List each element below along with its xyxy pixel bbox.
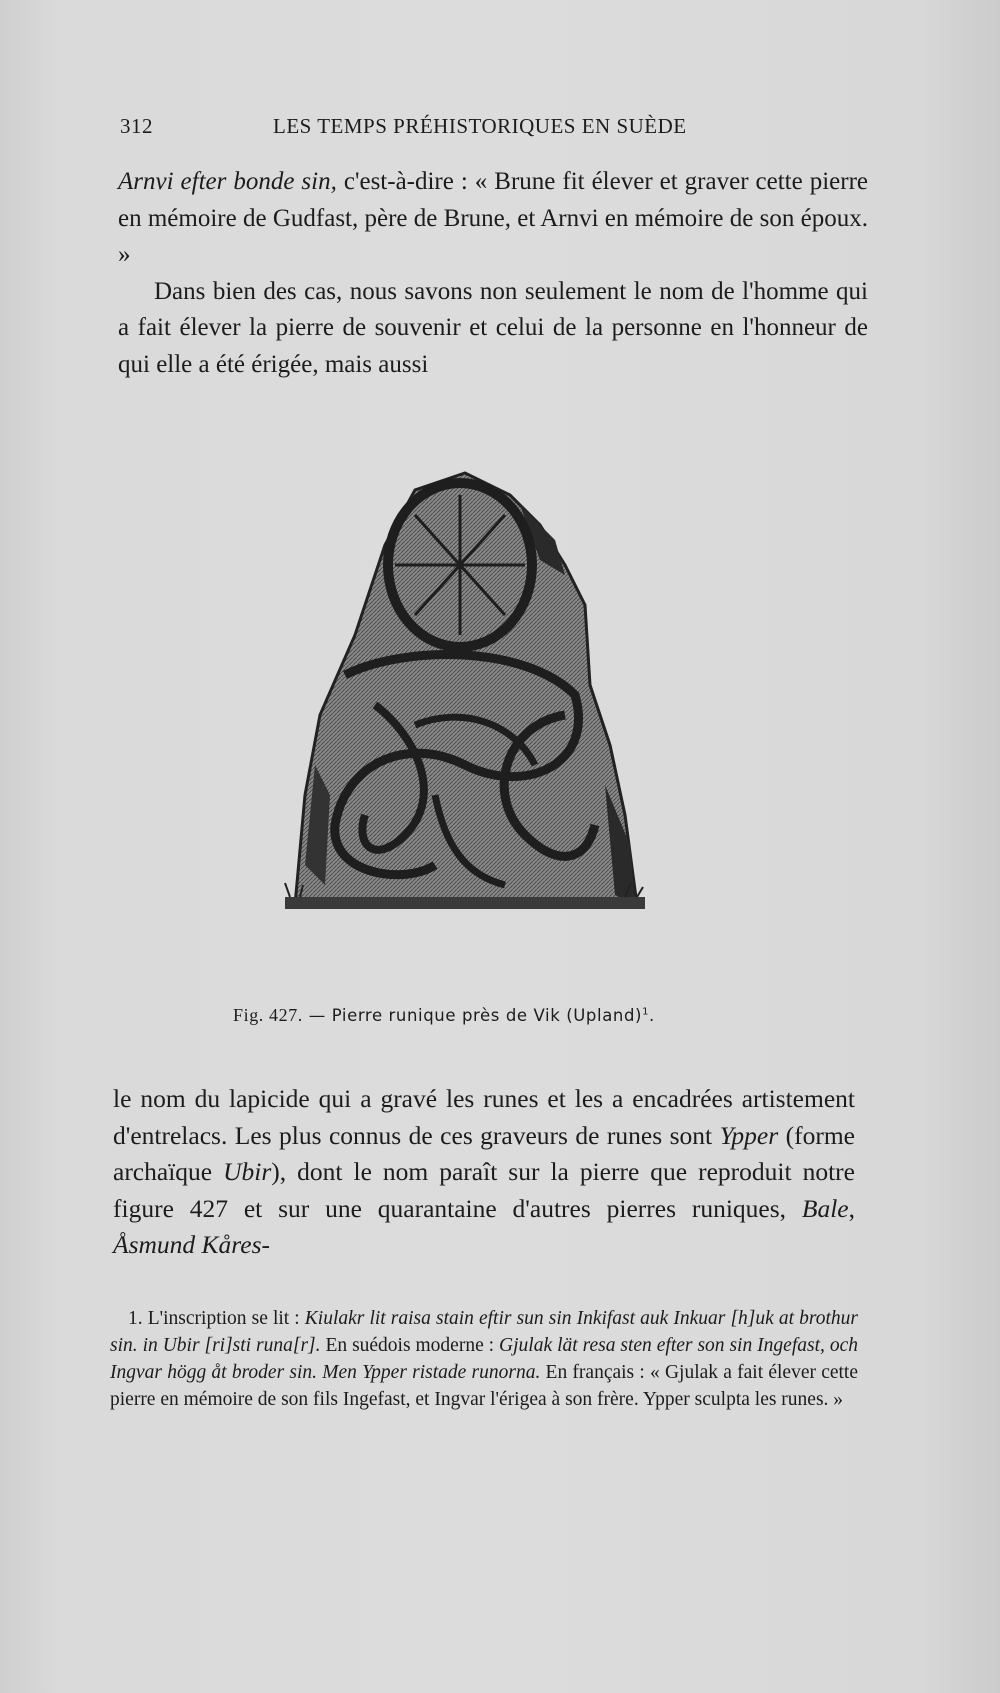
italic-swedish: Gjulak lät resa sten efter son sin Ingefast, och Ingvar högg åt broder sin. Men Ypper ristade runorna. xyxy=(110,1335,858,1383)
text-run: En suédois moderne : xyxy=(320,1335,500,1356)
text-run: 1. L'inscription se lit : xyxy=(128,1308,305,1329)
rune-stone-illustration xyxy=(265,465,705,985)
top-text-block xyxy=(118,164,868,383)
text-run: ), dont le nom paraît sur la pierre que reproduit notre figure 427 et sur une quarantaine d'autres pierres runiques, xyxy=(113,1157,855,1223)
text-run: , xyxy=(848,1193,855,1223)
middle-text-block xyxy=(113,1081,855,1264)
running-title: LES TEMPS PRÉHISTORIQUES EN SUÈDE xyxy=(273,114,687,138)
rune-stone-figure xyxy=(265,465,705,985)
paragraph: Dans bien des cas, nous savons non seulement le nom de l'homme qui a fait élever la pierre de souvenir et celui de la personne en l'honneur de qui elle a été érigée, mais aussi xyxy=(118,277,868,378)
text-run: le nom du lapicide qui a gravé les runes et les a encadrées artistement d'entrelacs. Les plus connus de ces graveurs de runes sont xyxy=(113,1084,855,1150)
text-run: (forme archaïque xyxy=(113,1120,855,1186)
figure-caption xyxy=(233,1005,773,1026)
footnote-text xyxy=(110,1305,858,1413)
caption-text: — Pierre runique près de Vik (Upland) xyxy=(302,1006,643,1025)
page-header xyxy=(120,114,720,144)
figure-number: Fig. 427. xyxy=(233,1005,303,1025)
paragraph-continuation xyxy=(118,164,868,274)
italic-name: Ypper xyxy=(719,1120,779,1150)
page-number: 312 xyxy=(120,114,153,138)
text-run: En français : « Gjulak a fait élever cette pierre en mémoire de son fils Ingefast, et Ingvar l'érigea à son frère. Ypper sculpta les runes. » xyxy=(110,1362,858,1410)
italic-name: Bale xyxy=(801,1193,849,1223)
paragraph-text: c'est-à-dire : « Brune fit élever et graver cette pierre en mémoire de Gudfast, père de Brune, et Arnvi en mémoire de son époux. » xyxy=(118,168,868,268)
footnote xyxy=(110,1305,858,1413)
italic-name: Ubir xyxy=(223,1157,272,1186)
caption-end: . xyxy=(649,1006,655,1025)
footnote-marker: 1 xyxy=(642,1006,650,1018)
italic-name: Åsmund Kåres- xyxy=(113,1230,271,1259)
italic-quote: Arnvi efter bonde sin, xyxy=(118,168,337,195)
italic-inscription: Kiulakr lit raisa stain eftir sun sin Inkifast auk Inkuar [h]uk at brothur sin. in Ubir [ri]sti runa[r]. xyxy=(110,1308,858,1356)
paragraph xyxy=(113,1081,855,1264)
